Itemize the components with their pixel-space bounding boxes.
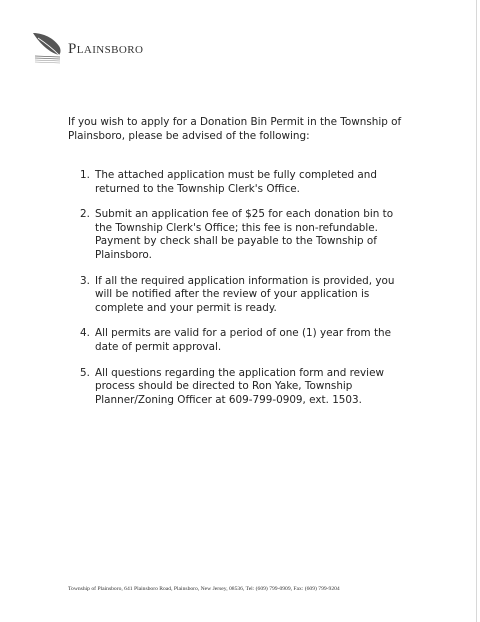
list-item <box>80 169 410 196</box>
list-item-text: All permits are valid for a period of one (1) year from the date of permit approval. <box>95 327 392 353</box>
list-item-number: 3. <box>80 274 90 287</box>
list-item <box>80 367 410 408</box>
list-item-text: The attached application must be fully completed and returned to the Township Clerk's Office. <box>95 169 377 195</box>
page-edge <box>476 0 477 622</box>
list-item-text: If all the required application information is provided, you will be notified after the review of your application is complete and your permit is ready. <box>95 274 395 314</box>
list-item <box>80 275 410 316</box>
list-item-number: 1. <box>80 169 90 181</box>
list-item-text: All questions regarding the application form and review process should be directed to Ron Yake, Township Planner/Zoning Officer at 609-799-0909, ext. 1503. <box>95 366 384 406</box>
leaf-logo-icon <box>32 30 62 64</box>
intro-paragraph: If you wish to apply for a Donation Bin Permit in the Township of Plainsboro, please be advised of the following: <box>68 116 402 142</box>
list-item-number: 2. <box>80 208 90 221</box>
letterhead <box>32 30 143 64</box>
requirements-list <box>80 169 410 419</box>
org-name: Plainsboro <box>68 40 144 57</box>
list-item-text: Submit an application fee of $25 for each donation bin to the Township Clerk's Office; this fee is non-refundable. Payment by check shall be payable to the Township of Plainsboro. <box>95 208 394 261</box>
list-item <box>80 208 410 262</box>
list-item <box>80 327 410 354</box>
list-item-number: 4. <box>80 327 90 340</box>
list-item-number: 5. <box>80 366 90 379</box>
footer-address: Township of Plainsboro, 641 Plainsboro Road, Plainsboro, New Jersey, 08536, Tel: (609) 799-0909, Fax: (609) 799-9204 <box>68 586 340 592</box>
